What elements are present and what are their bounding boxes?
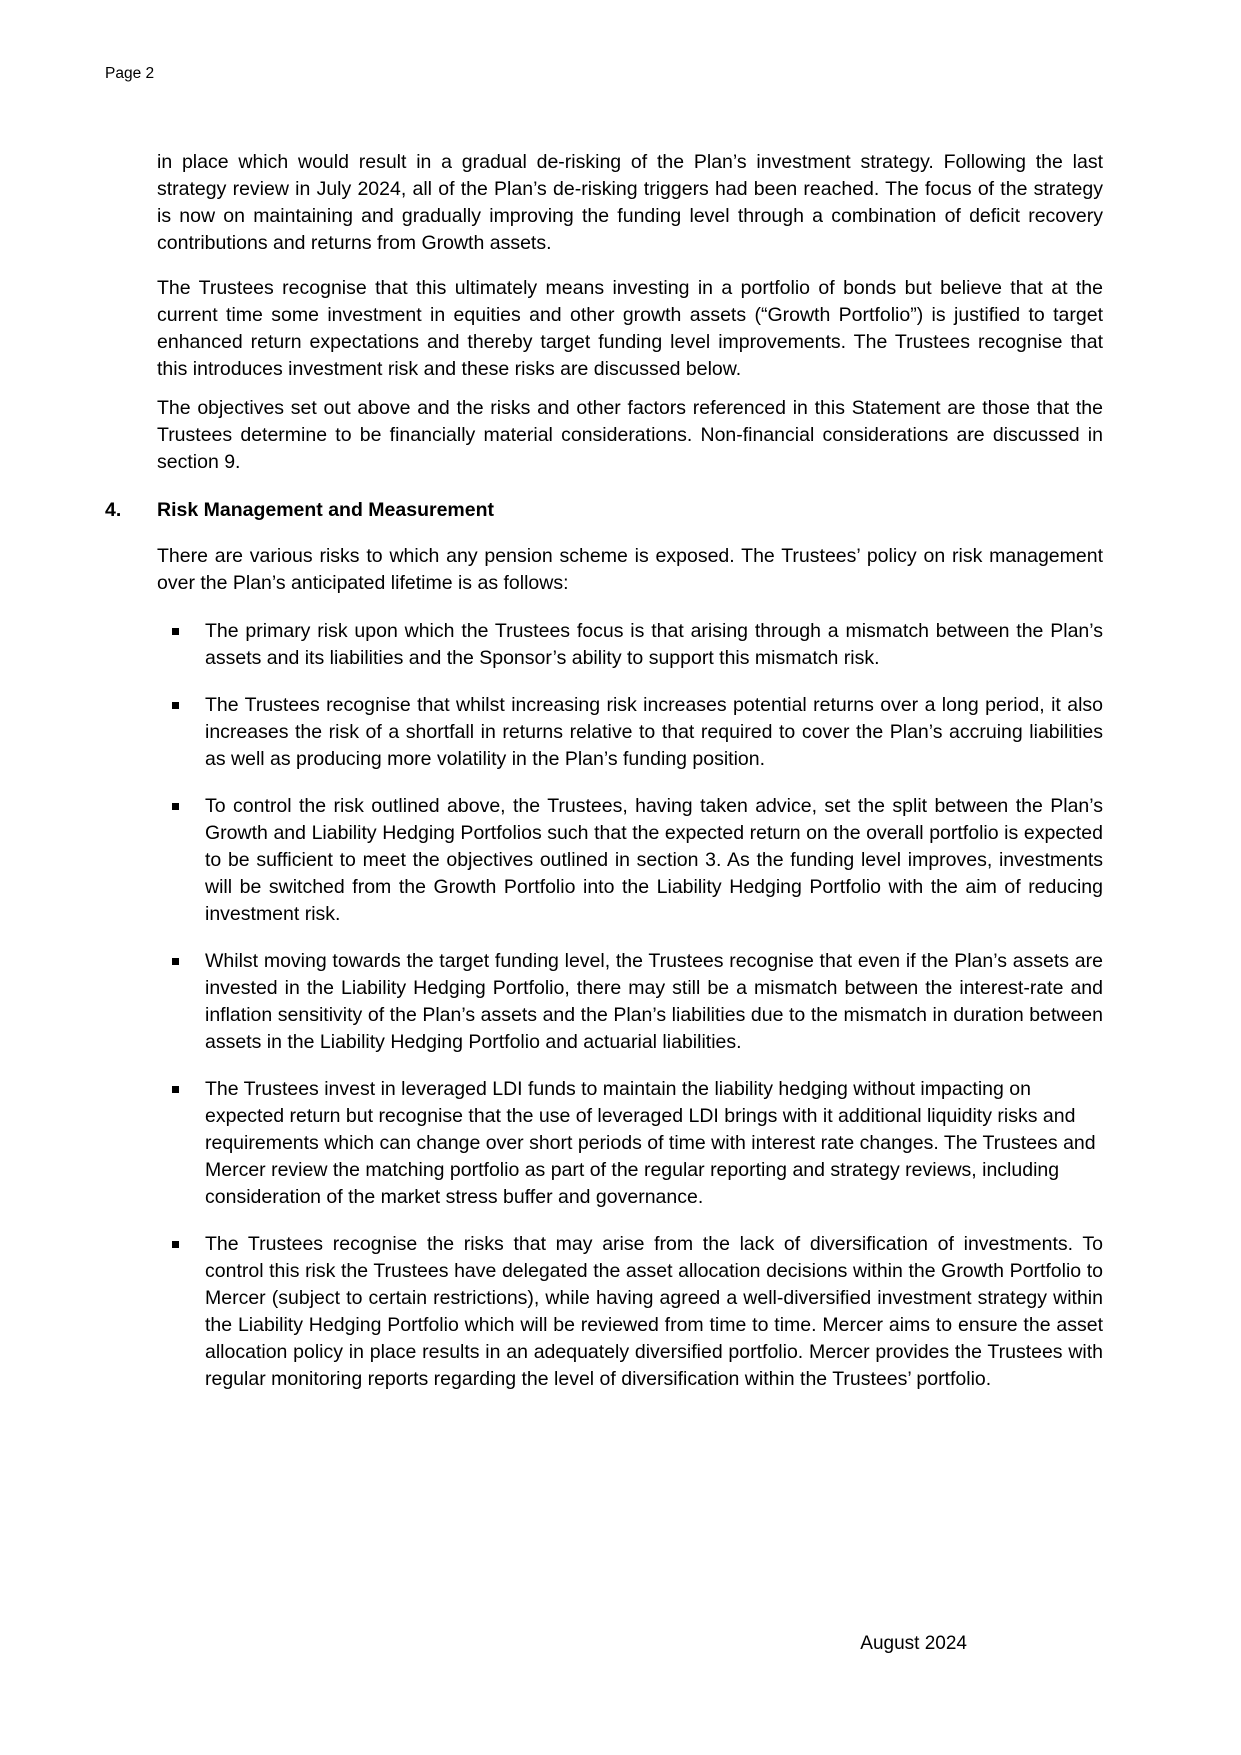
section-title: Risk Management and Measurement (157, 499, 495, 521)
bullet-square-icon (172, 803, 179, 810)
bullet-text: The primary risk upon which the Trustees focus is that arising through a mismatch between the Plan’s assets and its liabilities and the Sponsor’s ability to support this mismatch risk. (205, 620, 1103, 669)
bullet-item (157, 618, 1103, 672)
paragraph-derisking: in place which would result in a gradual de-risking of the Plan’s investment strategy. Following the last strategy review in July 2024, all of the Plan’s de-risking triggers had been reached. The focus of the strategy is now on maintaining and gradually improving the funding level through a combination of deficit recovery contributions and returns from Growth assets. (157, 151, 1103, 254)
section-number: 4. (105, 499, 122, 521)
footer-date: August 2024 (860, 1633, 967, 1654)
bullet-text: The Trustees recognise that whilst increasing risk increases potential returns over a long period, it also increases the risk of a shortfall in returns relative to that required to cover the Plan’s accruing liabilities as well as producing more volatility in the Plan’s funding position. (205, 694, 1103, 770)
section-intro: There are various risks to which any pension scheme is exposed. The Trustees’ policy on risk management over the Plan’s anticipated lifetime is as follows: (157, 545, 1103, 594)
bullet-text: The Trustees recognise the risks that may arise from the lack of diversification of investments. To control this risk the Trustees have delegated the asset allocation decisions within the Growth Portfolio to Mercer (subject to certain restrictions), while having agreed a well-diversified investment strategy within the Liability Hedging Portfolio which will be reviewed from time to time. Mercer aims to ensure the asset allocation policy in place results in an adequately diversified portfolio. Mercer provides the Trustees with regular monitoring reports regarding the level of diversification within the Trustees’ portfolio. (205, 1233, 1103, 1390)
bullet-square-icon (172, 628, 179, 635)
page-number: Page 2 (105, 65, 155, 82)
risk-bullet-list (157, 618, 1103, 1393)
bullet-item (157, 948, 1103, 1056)
bullet-item (157, 1231, 1103, 1393)
bullet-square-icon (172, 958, 179, 965)
section-heading (105, 497, 1103, 524)
bullet-square-icon (172, 1241, 179, 1248)
bullet-text: To control the risk outlined above, the Trustees, having taken advice, set the split between the Plan’s Growth and Liability Hedging Portfolios such that the expected return on the overall portfolio is expected to be sufficient to meet the objectives outlined in section 3. As the funding level improves, investments will be switched from the Growth Portfolio into the Liability Hedging Portfolio with the aim of reducing investment risk. (205, 795, 1103, 925)
bullet-text: The Trustees invest in leveraged LDI funds to maintain the liability hedging without impacting on expected return but recognise that the use of leveraged LDI brings with it additional liquidity risks and requirements which can change over short periods of time with interest rate changes. The Trustees and Mercer review the matching portfolio as part of the regular reporting and strategy reviews, including consideration of the market stress buffer and governance. (205, 1078, 1096, 1208)
bullet-item (157, 1076, 1103, 1211)
bullet-item (157, 793, 1103, 928)
bullet-square-icon (172, 702, 179, 709)
bullet-item (157, 692, 1103, 773)
bullet-text: Whilst moving towards the target funding level, the Trustees recognise that even if the Plan’s assets are invested in the Liability Hedging Portfolio, there may still be a mismatch between the interest-rate and inflation sensitivity of the Plan’s assets and the Plan’s liabilities due to the mismatch in duration between assets in the Liability Hedging Portfolio and actuarial liabilities. (205, 950, 1103, 1053)
page-content (105, 149, 1103, 1393)
bullet-square-icon (172, 1086, 179, 1093)
paragraph-growth-portfolio: The Trustees recognise that this ultimately means investing in a portfolio of bonds but believe that at the current time some investment in equities and other growth assets (“Growth Portfolio”) is justified to target enhanced return expectations and thereby target funding level improvements. The Trustees recognise that this introduces investment risk and these risks are discussed below. (157, 277, 1103, 380)
paragraph-objectives: The objectives set out above and the risks and other factors referenced in this Statement are those that the Trustees determine to be financially material considerations. Non-financial considerations are discussed in section 9. (157, 397, 1103, 473)
